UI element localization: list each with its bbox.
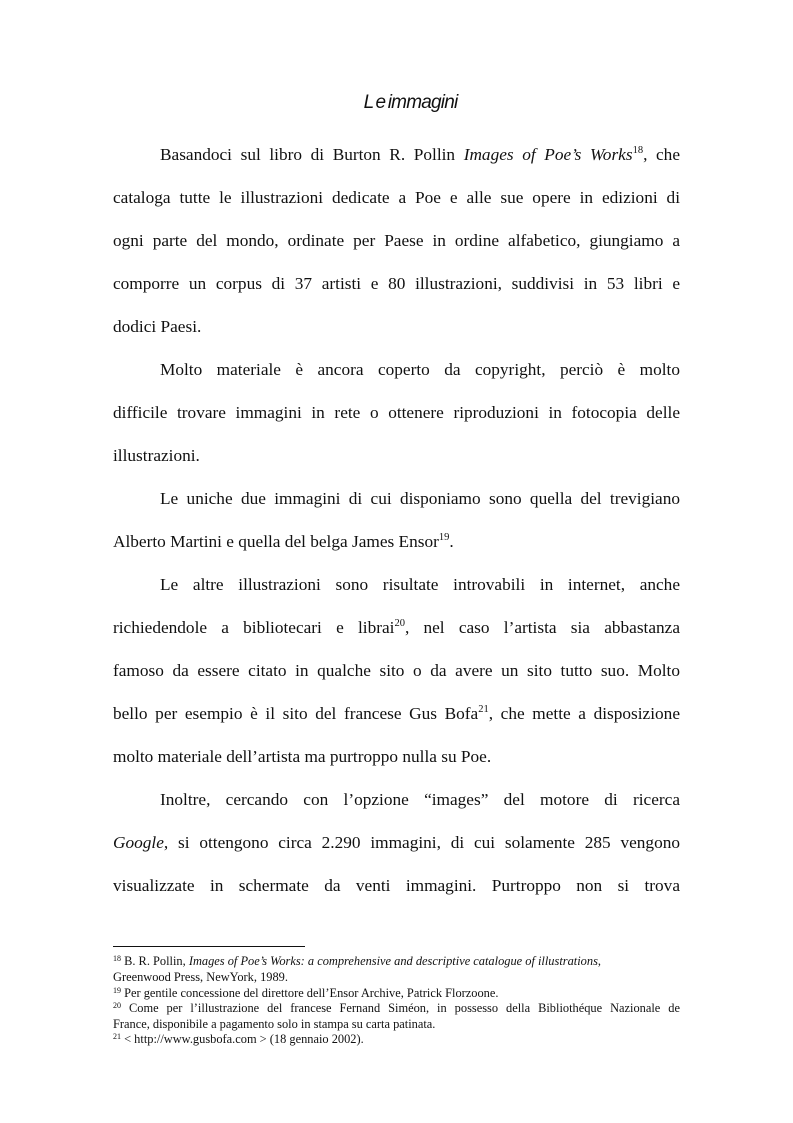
page-title: L e immagini [363,92,458,113]
paragraph-4-line-2: richiedendole a bibliotecari e librai$^{20}$, nel caso l’artista sia abbastanza [113,618,680,637]
footnote-20-line-1: $^{20}$ Come per l’illustrazione del francese Fernand Siméon, in possesso della Bibliothéque Nazionale de [113,1001,680,1015]
paragraph-4-line-5: molto materiale dell’artista ma purtroppo nulla su Poe. [113,747,492,766]
footnote-ref-18[interactable]: 18 [632,145,644,156]
paragraph-2-line-2: difficile trovare immagini in rete o ottenere riproduzioni in fotocopia delle [113,403,680,422]
paragraph-5-line-2: Google, si ottengono circa 2.290 immagini, di cui solamente 285 vengono [113,833,680,852]
gusbofa-link[interactable]: < http://www.gusbofa.com > (18 gennaio 2002). [121,1032,364,1046]
paragraph-2-line-3: illustrazioni. [113,446,200,465]
paragraph-5-line-3: visualizzate in schermate da venti immagini. Purtroppo non si trova [113,876,680,895]
paragraph-1-line-1: Basandoci sul libro di Burton R. Pollin Images of Poe’s Works$^{18}$, che [160,145,680,164]
footnote-20-line-2: France, disponibile a pagamento solo in stampa su carta patinata. [113,1017,436,1031]
paragraph-5-line-1: Inoltre, cercando con l’opzione “images” del motore di ricerca [160,790,680,809]
footnote-19: $^{19}$ Per gentile concessione del direttore dell’Ensor Archive, Patrick Florzoone. [113,986,499,1000]
paragraph-4-line-1: Le altre illustrazioni sono risultate introvabili in internet, anche [160,575,680,594]
paragraph-3-line-2: Alberto Martini e quella del belga James Ensor$^{19}$. [113,532,454,551]
paragraph-2-line-1: Molto materiale è ancora coperto da copyright, perciò è molto [160,360,680,379]
footnote-separator [113,946,305,947]
footnote-ref-19[interactable]: 19 [438,532,450,543]
paragraph-4-line-3: famoso da essere citato in qualche sito o da avere un sito tutto suo. Molto [113,661,680,680]
paragraph-4-line-4: bello per esempio è il sito del francese Gus Bofa$^{21}$, che mette a disposizione [113,704,680,723]
footnote-ref-21[interactable]: 21 [478,704,489,715]
footnote-21: $^{21}$ < http://www.gusbofa.com > (18 gennaio 2002). [113,1032,364,1046]
paragraph-1-line-5: dodici Paesi. [113,317,202,336]
paragraph-3-line-1: Le uniche due immagini di cui disponiamo sono quella del trevigiano [160,489,680,508]
paragraph-1-line-2: cataloga tutte le illustrazioni dedicate a Poe e alle sue opere in edizioni di [113,188,680,207]
paragraph-1-line-4: comporre un corpus di 37 artisti e 80 illustrazioni, suddivisi in 53 libri e [113,274,680,293]
footnote-18-line-1: $^{18}$ B. R. Pollin, Images of Poe’s Works: a comprehensive and descriptive catalogue of illustrations, [113,954,601,968]
footnote-18-line-2: Greenwood Press, NewYork, 1989. [113,970,288,984]
paragraph-1-line-3: ogni parte del mondo, ordinate per Paese in ordine alfabetico, giungiamo a [113,231,680,250]
footnote-ref-20[interactable]: 20 [394,618,405,629]
